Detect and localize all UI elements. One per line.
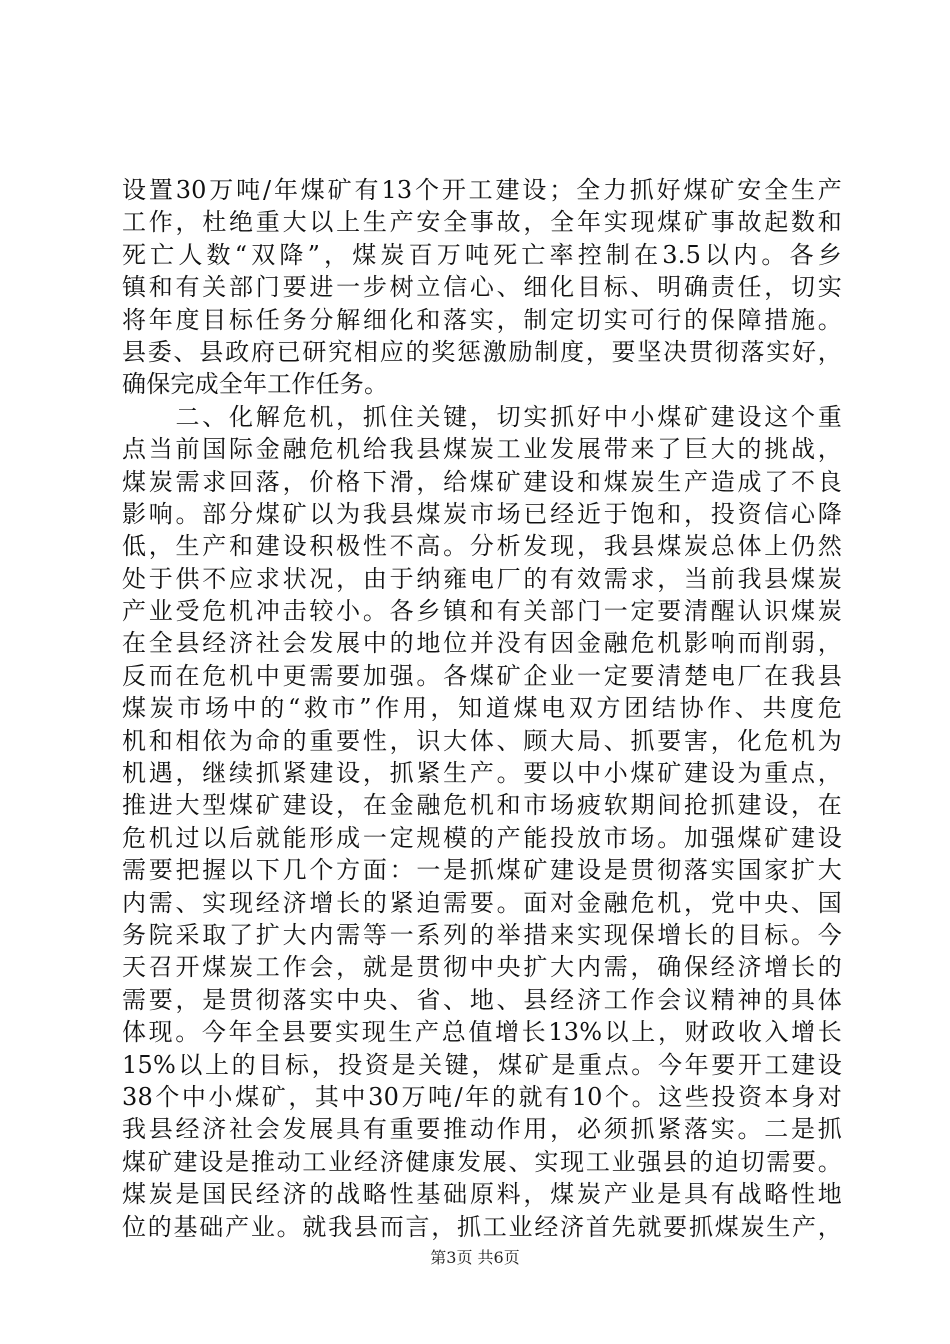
text-line: 煤矿建设是推动工业经济健康发展、实现工业强县的迫切需要。 <box>122 1147 842 1176</box>
text-line: 危机过以后就能形成一定规模的产能投放市场。加强煤矿建设 <box>122 823 842 852</box>
text-line: 需要，是贯彻落实中央、省、地、县经济工作会议精神的具体 <box>122 985 842 1014</box>
page-footer: 第3页 共6页 <box>430 1248 520 1267</box>
text-line: 机和相依为命的重要性，识大体、顾大局、抓要害，化危机为 <box>122 726 842 755</box>
text-line: 低，生产和建设积极性不高。分析发现，我县煤炭总体上仍然 <box>122 532 842 561</box>
text-line: 在全县经济社会发展中的地位并没有因金融危机影响而削弱， <box>122 629 842 658</box>
text-line: 天召开煤炭工作会，就是贯彻中央扩大内需，确保经济增长的 <box>122 953 842 982</box>
text-line: 将年度目标任务分解细化和落实，制定切实可行的保障措施。 <box>122 305 842 334</box>
text-line: 位的基础产业。就我县而言，抓工业经济首先就要抓煤炭生产， <box>122 1212 842 1241</box>
text-line: 体现。今年全县要实现生产总值增长13%以上，财政收入增长 <box>122 1018 842 1047</box>
text-line: 产业受危机冲击较小。各乡镇和有关部门一定要清醒认识煤炭 <box>122 597 842 626</box>
text-line: 煤炭是国民经济的战略性基础原料，煤炭产业是具有战略性地 <box>122 1180 842 1209</box>
body-text <box>122 174 842 1243</box>
text-line: 机遇，继续抓紧建设，抓紧生产。要以中小煤矿建设为重点， <box>122 759 842 788</box>
text-line: 内需、实现经济增长的紧迫需要。面对金融危机，党中央、国 <box>122 888 842 917</box>
text-line: 38个中小煤矿，其中30万吨/年的就有10个。这些投资本身对 <box>122 1082 842 1111</box>
text-line: 务院采取了扩大内需等一系列的举措来实现保增长的目标。今 <box>122 920 842 949</box>
text-line: 处于供不应求状况，由于纳雍电厂的有效需求，当前我县煤炭 <box>122 564 842 593</box>
text-line: 县委、县政府已研究相应的奖惩激励制度，要坚决贯彻落实好， <box>122 337 842 366</box>
text-line: 工作，杜绝重大以上生产安全事故，全年实现煤矿事故起数和 <box>122 208 842 237</box>
text-line: 推进大型煤矿建设，在金融危机和市场疲软期间抢抓建设，在 <box>122 791 842 820</box>
text-line: 15%以上的目标，投资是关键，煤矿是重点。今年要开工建设 <box>122 1050 842 1079</box>
text-line: 确保完成全年工作任务。 <box>122 370 389 399</box>
text-line: 需要把握以下几个方面：一是抓煤矿建设是贯彻落实国家扩大 <box>122 856 842 885</box>
text-line: 二、化解危机，抓住关键，切实抓好中小煤矿建设这个重 <box>122 402 842 431</box>
text-line: 反而在危机中更需要加强。各煤矿企业一定要清楚电厂在我县 <box>122 661 842 690</box>
text-line: 煤炭市场中的“救市”作用，知道煤电双方团结协作、共度危 <box>122 694 842 723</box>
text-line: 煤炭需求回落，价格下滑，给煤矿建设和煤炭生产造成了不良 <box>122 467 842 496</box>
text-line: 影响。部分煤矿以为我县煤炭市场已经近于饱和，投资信心降 <box>122 499 842 528</box>
text-line: 设置30万吨/年煤矿有13个开工建设；全力抓好煤矿安全生产 <box>122 176 842 204</box>
text-line: 死亡人数“双降”，煤炭百万吨死亡率控制在3.5以内。各乡 <box>122 240 842 269</box>
text-line: 我县经济社会发展具有重要推动作用，必须抓紧落实。二是抓 <box>122 1115 842 1144</box>
text-line: 镇和有关部门要进一步树立信心、细化目标、明确责任，切实 <box>122 273 842 302</box>
text-line: 点当前国际金融危机给我县煤炭工业发展带来了巨大的挑战， <box>122 435 842 464</box>
